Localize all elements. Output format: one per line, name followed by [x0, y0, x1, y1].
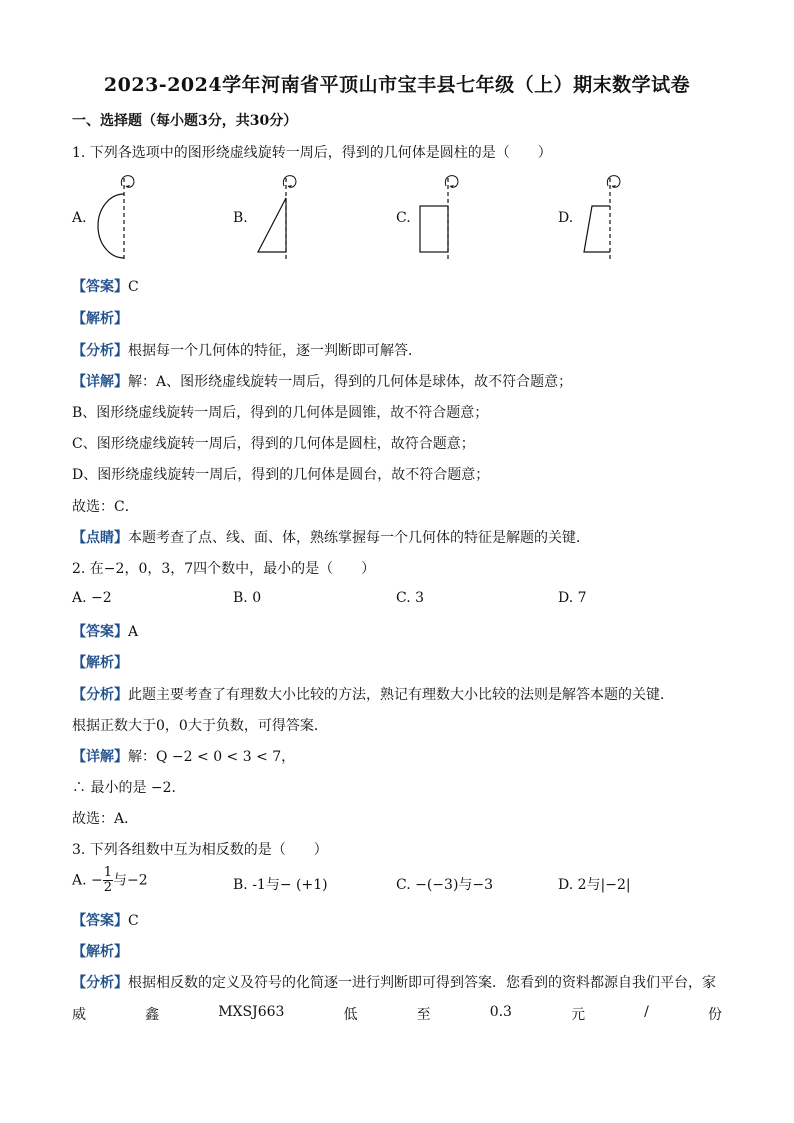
q2-option-a: A. −2 [72, 590, 112, 606]
q1-option-c-label: C. [396, 210, 411, 226]
q3-option-a [72, 866, 148, 895]
q1-figure-b-triangle [250, 168, 300, 264]
q1-line-c: C、图形绕虚线旋转一周后，得到的几何体是圆柱，故符合题意； [72, 436, 475, 452]
question-2-stem: 2. 在−2，0，3，7四个数中，最小的是（ ） [72, 561, 376, 577]
q1-figure-d-trapezoid [574, 168, 630, 264]
fenxi-label: 【分析】 [72, 343, 128, 359]
answer-value: A [128, 624, 139, 640]
q2-answer [72, 621, 138, 641]
fenxi-label: 【分析】 [72, 975, 128, 991]
q2-fenxi [72, 684, 674, 704]
q3-option-b: B. -1与− (+1) [233, 877, 328, 893]
xiangjie-text: 解：Q −2 < 0 < 3 < 7， [128, 749, 296, 765]
q2-option-d: D. 7 [558, 590, 587, 606]
q3-analysis-label [72, 941, 128, 961]
q2-option-b: B. 0 [233, 590, 262, 606]
xiangjie-label: 【详解】 [72, 749, 128, 765]
q3-fenxi [72, 972, 716, 992]
q1-line-d: D、图形绕虚线旋转一周后，得到的几何体是圆台，故不符合题意； [72, 467, 490, 483]
analysis-label: 【解析】 [72, 655, 128, 671]
answer-label: 【答案】 [72, 624, 128, 640]
q1-option-b-label: B. [233, 210, 248, 226]
analysis-label: 【解析】 [72, 944, 128, 960]
footer-token: 威 [72, 1007, 86, 1023]
q1-xiangjie [72, 371, 572, 391]
question-3-stem: 3. 下列各组数中互为相反数的是（ ） [72, 842, 328, 858]
q1-figure-c-rectangle [412, 168, 468, 264]
q2-xiangjie [72, 746, 295, 766]
promo-footer-line [72, 1004, 722, 1024]
q3-option-a-prefix: A. − [72, 872, 103, 889]
answer-label: 【答案】 [72, 279, 128, 295]
q2-analysis-label [72, 652, 128, 672]
fraction-numerator: 1 [103, 865, 113, 880]
q2-option-c: C. 3 [396, 590, 425, 606]
q1-line-b: B、图形绕虚线旋转一周后，得到的几何体是圆锥，故不符合题意； [72, 405, 489, 421]
q3-answer [72, 910, 139, 930]
fraction [103, 866, 113, 895]
q1-answer [72, 276, 139, 296]
q3-option-c: C. −(−3)与−3 [396, 877, 494, 893]
q3-option-a-suffix: 与−2 [113, 872, 148, 889]
answer-value: C [128, 279, 139, 295]
footer-token: 至 [416, 1007, 431, 1023]
q1-option-a-label: A. [72, 210, 87, 226]
footer-token: 低 [343, 1007, 358, 1023]
xiangjie-label: 【详解】 [72, 374, 128, 390]
q2-line-3: 故选：A． [72, 811, 139, 827]
analysis-label: 【解析】 [72, 311, 128, 327]
fenxi-text: 根据每一个几何体的特征，逐一判断即可解答． [128, 343, 422, 359]
footer-token: / [644, 1004, 649, 1020]
footer-token: 元 [571, 1007, 586, 1023]
q1-dianjing [72, 527, 590, 547]
section-heading: 一、选择题（每小题3分，共30分） [72, 113, 298, 129]
fenxi-label: 【分析】 [72, 687, 128, 703]
footer-token: MXSJ663 [218, 1004, 285, 1020]
q1-analysis-label [72, 308, 128, 328]
footer-token: 鑫 [145, 1007, 160, 1023]
q1-conclusion: 故选：C． [72, 499, 139, 515]
footer-token: 0.3 [489, 1004, 512, 1020]
fenxi-text: 此题主要考查了有理数大小比较的方法，熟记有理数大小比较的法则是解答本题的关键． [128, 687, 674, 703]
q2-line-2: ∴ 最小的是 −2． [72, 780, 186, 796]
q2-line-1: 根据正数大于0，0大于负数，可得答案． [72, 718, 328, 734]
xiangjie-text: 解：A、图形绕虚线旋转一周后，得到的几何体是球体，故不符合题意； [128, 374, 573, 390]
page-title: 2023-2024学年河南省平顶山市宝丰县七年级（上）期末数学试卷 [103, 74, 691, 96]
q1-option-d-label: D. [558, 210, 574, 226]
answer-value: C [128, 913, 139, 929]
dianjing-text: 本题考查了点、线、面、体，熟练掌握每一个几何体的特征是解题的关键． [128, 530, 590, 546]
question-1-stem: 1. 下列各选项中的图形绕虚线旋转一周后，得到的几何体是圆柱的是（ ） [72, 145, 552, 161]
fenxi-text: 根据相反数的定义及符号的化简逐一进行判断即可得到答案．您看到的资料都源自我们平台，家 [128, 975, 716, 991]
dianjing-label: 【点睛】 [72, 530, 128, 546]
fraction-denominator: 2 [103, 880, 113, 895]
answer-label: 【答案】 [72, 913, 128, 929]
footer-token: 份 [707, 1007, 722, 1023]
q1-fenxi [72, 340, 422, 360]
q1-figure-a-semicircle [88, 168, 138, 264]
q3-option-d: D. 2与|−2| [558, 877, 631, 893]
